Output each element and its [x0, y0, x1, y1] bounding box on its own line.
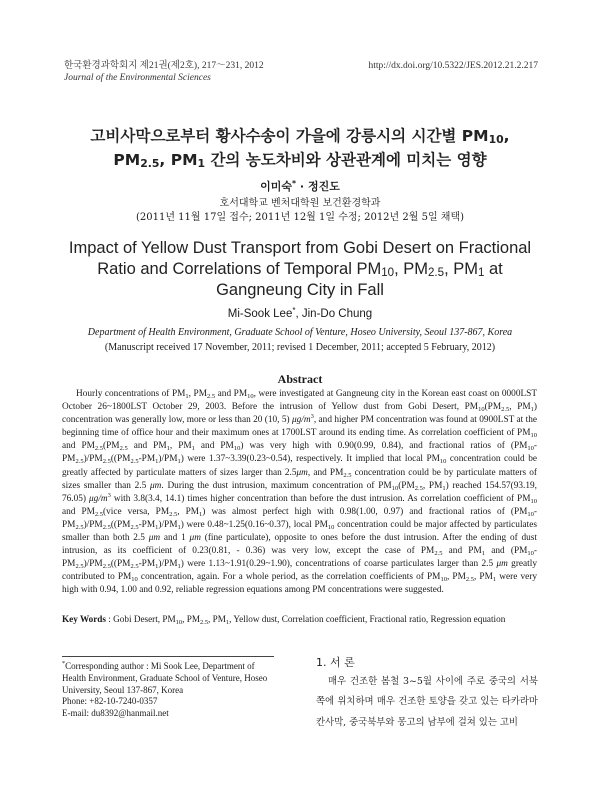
keywords-label: Key Words	[62, 614, 106, 624]
abstract-heading: Abstract	[277, 372, 323, 386]
journal-name-en: Journal of the Environmental Sciences	[64, 73, 211, 83]
authors-english: Mi-Sook Lee*, Jin-Do Chung	[227, 306, 373, 320]
journal-header	[64, 60, 264, 84]
footnote-phone: Phone: +82-10-7240-0357	[62, 696, 158, 707]
title-en-line-3: Gangneung City in Fall	[216, 281, 384, 299]
paper-title-english	[56, 238, 544, 301]
title-en-line-2: Ratio and Correlations of Temporal $PM_{10}$, $PM_{2.5}$, $PM_1$ at	[97, 260, 503, 279]
affiliation-korean: 호서대학교 벤처대학원 보건환경학과	[219, 198, 381, 209]
corresponding-author-footnote	[62, 661, 277, 720]
introduction-body: 매우 건조한 봄철 3~5월 사이에 주로 중국의 서북쪽에 위치하며 매우 건조한 토양을 갖고 있는 타카라마칸사막, 중국북부와 몽고의 남부에 걸쳐 있는 고비	[316, 676, 538, 728]
section-heading-introduction: 1. 서 론	[316, 656, 355, 669]
footnote-divider	[62, 656, 274, 657]
manuscript-dates-english: (Manuscript received 17 November, 2011; revised 1 December, 2011; accepted 5 February, 2012)	[104, 342, 496, 353]
journal-citation-ko: 한국환경과학회지 제21권(제2호), 217～231, 2012	[64, 61, 264, 71]
abstract-body: Hourly concentrations of $PM_1$, $PM_{2.5}$ and $PM_{10}$, were investigated at Gangneung city in the Korean east coast on 0000LST October 26~1800LST October 29, 2003. Before the intrusion of Yellow dust from Gobi Desert, $PM_{10}(PM_{2.5}$, $PM_1$) concentration was generally low, more or less than 20 (10, 5) $\mu g/m^3$, and higher PM concentration was found at 0900LST at the beginning time of office hour and their maximum ones at 1700LST around its ending time. As correlation coefficient of $PM_{10}$ and $PM_{2.5}(PM_{2.5}$ and $PM_1$, $PM_1$ and $PM_{10}$) was very high with 0.90(0.99, 0.84), and fractional ratios of $(PM_{10}-PM_{2.5})/PM_{2.5}((PM_{2.5}-PM_1)/PM_1)$ were 1.37~3.39(0.23~0.54), respectively. It implied that local $PM_{10}$ concentration could be greatly affected by particulate matters of sizes larger than 2.5μm, and $PM_{2.5}$ concentration could be by particulate matters of sizes smaller than 2.5 μm. During the dust intrusion, maximum concentration of $PM_{10}(PM_{2.5}$, $PM_1$) reached 154.57(93.19, 76.05) $\mu g/m^3$ with 3.8(3.4, 14.1) times higher concentration than before the dust intrusion. As correlation coefficient of $PM_{10}$ and $PM_{2.5}(vice$ versa, $PM_{2.5}$, $PM_1$) was almost perfect high with 0.98(1.00, 0.97) and fractional ratios of $(PM_{10}-PM_{2.5})/PM_{2.5}((PM_{2.5}-PM_1)/PM_1)$ were 0.48~1.25(0.16~0.37), local $PM_{10}$ concentration could be major affected by particulates smaller than both 2.5 μm and 1 μm (fine particulate), opposite to ones before the dust intrusion. After the ending of dust intrusion, as its coefficient of 0.23(0.81, - 0.36) was very low, except the case of $PM_{2.5}$ and $PM_1$ and $(PM_{10}-PM_{2.5})/PM_{2.5}((PM_{2.5}-PM_1)/PM_1)$ were 1.13~1.91(0.29~1.90), concentrations of coarse particulates larger than 2.5 μm greatly contributed to $PM_{10}$ concentration, again. For a whole period, as the correlation coefficients of $PM_{10}$, $PM_{2.5}$, $PM_1$ were very high with 0.94, 1.00 and 0.92, reliable regression equations among PM concentrations were suggested.	[62, 389, 538, 596]
title-ko-line-1: 고비사막으로부터 황사수송이 가을에 강릉시의 시간별 $PM_{10}$,	[90, 127, 510, 146]
footnote-email[interactable]: E-mail: du8392@hanmail.net	[62, 708, 169, 719]
authors-korean: 이미숙* · 정진도	[260, 179, 340, 193]
affiliation-english: Department of Health Environment, Graduate School of Venture, Hoseo University, Seoul 137-867, Korea	[87, 327, 513, 338]
title-en-line-1: Impact of Yellow Dust Transport from Gobi Desert on Fractional	[68, 239, 532, 257]
doi-link[interactable]: http://dx.doi.org/10.5322/JES.2012.21.2.217	[368, 61, 538, 71]
keywords: Key Words : Gobi Desert, $PM_{10}$, $PM_{2.5}$, $PM_1$, Yellow dust, Correlation coefficient, Fractional ratio, Regression equation	[62, 614, 506, 626]
paper-title-korean	[40, 124, 560, 172]
footnote-author: *Corresponding author : Mi Sook Lee, Department of Health Environment, Graduate School of Venture, Hoseo University, Seoul 137-867, Korea	[62, 660, 268, 695]
manuscript-dates-korean: (2011년 11월 17일 접수; 2011년 12월 1일 수정; 2012년 2월 5일 채택)	[135, 212, 464, 223]
title-ko-line-2: $PM_{2.5}$, $PM_1$ 간의 농도차비와 상관관계에 미치는 영향	[113, 151, 487, 170]
